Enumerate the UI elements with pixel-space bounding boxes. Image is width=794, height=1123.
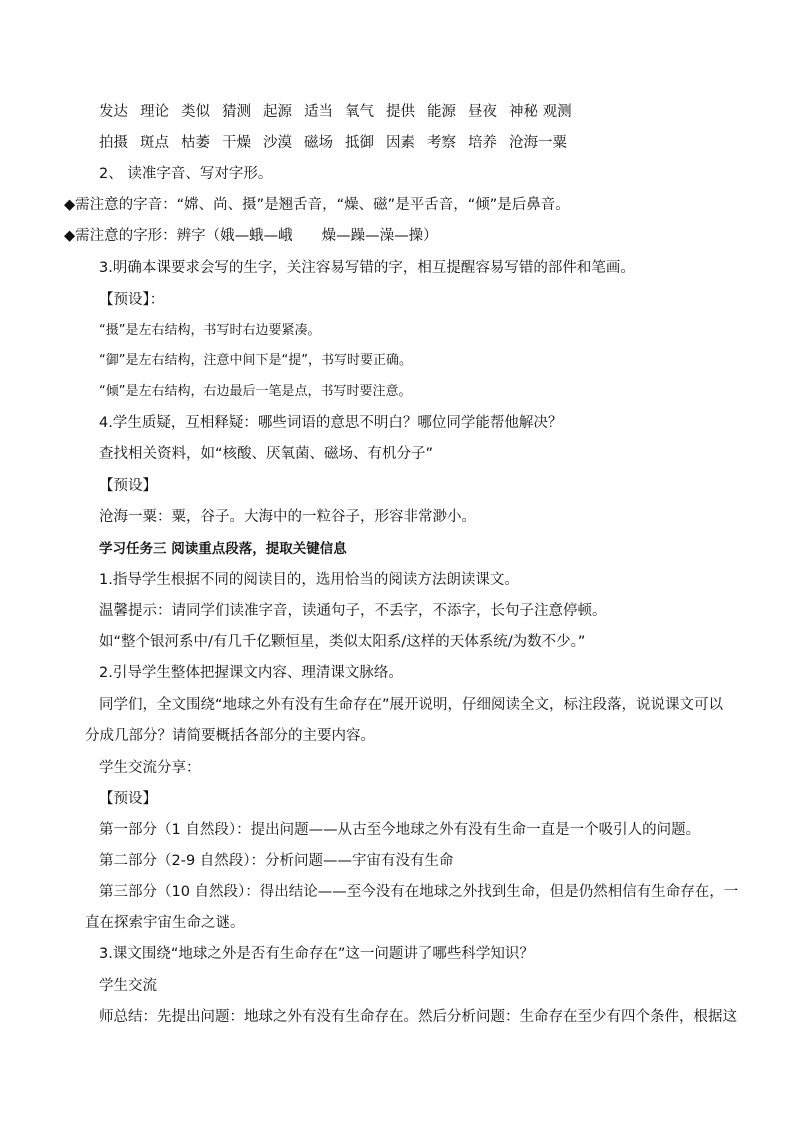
body-text: 同学们，全文围绕“地球之外有没有生命存在”展开说明，仔细阅读全文，标注段落，说说课文可以	[99, 697, 724, 713]
step-4-text: 4.学生质疑，互相释疑：哪些词语的意思不明白？哪位同学能帮他解决？	[99, 415, 563, 431]
body-text: 温馨提示：请同学们读准字音，读通句子，不丢字，不添字，长句子注意停顿。	[99, 603, 607, 619]
vocab-word: 因素	[386, 135, 415, 151]
vocab-word: 沙漠	[263, 135, 292, 151]
body-text: 学生交流分享：	[99, 760, 201, 776]
body-text: 第三部分（10 自然段）：得出结论——至今没有在地球之外找到生命，但是仍然相信有生命存在，一	[99, 884, 739, 900]
body-text: 查找相关资料，如“核酸、厌氧菌、磁场、有机分子”	[99, 446, 434, 462]
vocab-word: 干燥	[222, 135, 251, 151]
vocab-word: 发达	[99, 104, 128, 120]
vocab-word: 沧海一粟	[509, 135, 567, 151]
vocab-word: 磁场	[304, 135, 333, 151]
body-text: 第二部分（2-9 自然段）：分析问题——宇宙有没有生命	[99, 853, 454, 869]
vocab-word: 昼夜	[468, 104, 497, 120]
vocab-word: 斑点	[140, 135, 169, 151]
section-heading: 学习任务三 阅读重点段落，提取关键信息	[99, 541, 347, 557]
preset-line: “御”是左右结构，注意中间下是“提”，书写时要正确。	[99, 353, 412, 368]
vocab-word: 提供	[386, 104, 415, 120]
body-text: 第一部分（1 自然段）：提出问题——从古至今地球之外有没有生命一直是一个吸引人的问题。	[99, 822, 701, 838]
body-text: 师总结：先提出问题：地球之外有没有生命存在。然后分析问题：生命存在至少有四个条件，根据这	[99, 1009, 737, 1025]
body-text: 直在探索宇宙生命之谜。	[85, 915, 245, 931]
vocab-word: 枯萎	[181, 135, 210, 151]
vocab-word: 类似	[181, 104, 210, 120]
step-3-text: 3.明确本课要求会写的生字，关注容易写错的字，相互提醒容易写错的部件和笔画。	[99, 260, 635, 276]
body-text: 沧海一粟：粟，谷子。大海中的一粒谷子，形容非常渺小。	[99, 509, 476, 525]
vocab-word: 理论	[140, 104, 169, 120]
vocab-word: 能源	[427, 104, 456, 120]
body-text: 2.引导学生整体把握课文内容、理清课文脉络。	[99, 665, 403, 681]
character-form-note: ◆需注意的字形：辨字（娥—蛾—峨 燥—躁—澡—操）	[64, 228, 438, 244]
vocab-word: 氧气	[345, 104, 374, 120]
vocab-word: 起源	[263, 104, 292, 120]
body-text: 1.指导学生根据不同的阅读目的，选用恰当的阅读方法朗读课文。	[99, 572, 519, 588]
preset-line: “摄”是左右结构，书写时右边要紧凑。	[99, 323, 321, 338]
preset-label: 【预设】：	[99, 292, 165, 308]
pronunciation-note: ◆需注意的字音：“嫦、尚、摄”是翘舌音，“燥、磁”是平舌音，“倾”是后鼻音。	[64, 197, 570, 213]
vocab-row-2	[99, 133, 579, 153]
vocab-word: 适当	[304, 104, 333, 120]
vocab-word: 神秘 观测	[509, 104, 572, 120]
vocab-word: 猜测	[222, 104, 251, 120]
preset-label: 【预设】	[99, 478, 157, 494]
vocab-word: 培养	[468, 135, 497, 151]
body-text: 如“整个银河系中/有几千亿颗恒星，类似太阳系/这样的天体系统/为数不少。”	[99, 634, 586, 650]
preset-label: 【预设】	[99, 791, 157, 807]
step-2-heading: 2、 读准字音、写对字形。	[99, 166, 273, 182]
body-text: 3.课文围绕“地球之外是否有生命存在”这一问题讲了哪些科学知识？	[99, 946, 534, 962]
body-text: 分成几部分？请简要概括各部分的主要内容。	[85, 728, 375, 744]
vocab-row-1	[99, 102, 584, 122]
body-text: 学生交流	[99, 978, 157, 994]
vocab-word: 抵御	[345, 135, 374, 151]
vocab-word: 考察	[427, 135, 456, 151]
vocab-word: 拍摄	[99, 135, 128, 151]
preset-line: “倾”是左右结构，右边最后一笔是点，书写时要注意。	[99, 384, 412, 399]
